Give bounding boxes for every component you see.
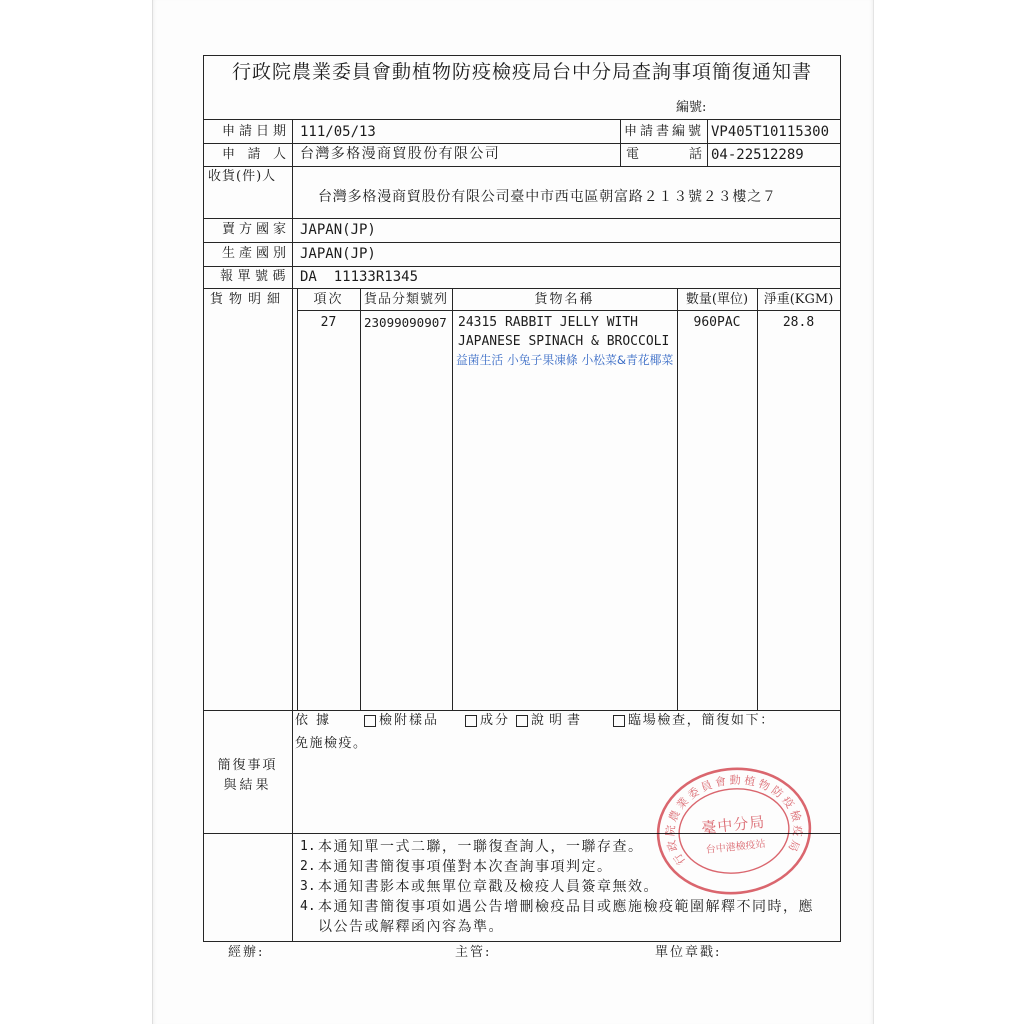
goods-column-header: 數量(單位): [685, 292, 749, 307]
application-no-label: 申請書編號: [624, 124, 705, 139]
quantity-cell: 960PAC: [693, 315, 741, 330]
basis-label: 依據: [295, 713, 338, 728]
result-label: 與結果: [223, 778, 272, 793]
applicant-value: 台灣多格漫商貿股份有限公司: [300, 146, 501, 162]
note-text: 本通知書簡復事項如遇公告增刪檢疫品目或應施檢疫範圍解釋不同時，應以公告或解釋函內容為準。: [318, 899, 814, 935]
row-rule: [203, 143, 841, 144]
checkbox-label: 成分: [480, 713, 511, 728]
reply-text: 免施檢疫。: [295, 736, 368, 751]
goods-chinese-name: 益菌生活 小兔子果凍條 小松菜&青花椰菜: [456, 353, 674, 367]
row-rule: [203, 218, 841, 219]
note-number: 3.: [300, 879, 316, 894]
seller-country-label: 賣方國家: [222, 222, 291, 237]
origin-country-value: JAPAN(JP): [300, 246, 376, 262]
row-rule: [203, 242, 841, 243]
origin-country-label: 生產國別: [222, 246, 291, 261]
note-number: 2.: [300, 859, 316, 874]
handler-signature-label: 經辦:: [228, 945, 265, 960]
goods-column-rule: [677, 288, 678, 710]
note-text: 本通知書簡復事項僅對本次查詢事項判定。: [318, 859, 613, 875]
row-rule: [203, 119, 841, 120]
seal-ring-path-text: 行政院農業委員會動植物防疫檢疫局: [663, 773, 805, 868]
column-rule: [707, 119, 708, 166]
column-rule: [620, 119, 621, 166]
application-no-value: VP405T10115300: [711, 124, 830, 140]
checkbox-label: 臨場檢查，簡復如下：: [628, 713, 776, 728]
result-label: 簡復事項: [217, 758, 278, 773]
document-title: 行政院農業委員會動植物防疫檢疫局台中分局查詢事項簡復通知書: [231, 61, 812, 83]
consignee-label: 收貨(件)人: [208, 169, 277, 184]
goods-column-header: 貨物名稱: [534, 292, 595, 307]
supervisor-signature-label: 主管:: [455, 945, 492, 960]
unit-seal-label: 單位章戳:: [655, 945, 722, 960]
declaration-no-value: DA 11133R1345: [300, 269, 419, 285]
net-weight-cell: 28.8: [782, 315, 815, 330]
label-column-rule: [292, 119, 293, 942]
applicant-label: 申 請 人: [222, 147, 286, 162]
item-no-cell: 27: [320, 315, 337, 330]
goods-name-line: JAPANESE SPINACH & BROCCOLI: [458, 334, 670, 349]
seal-center-text: 台中港檢疫站: [705, 838, 767, 857]
row-rule: [203, 266, 841, 267]
application-date-value: 111/05/13: [300, 124, 376, 140]
goods-column-rule: [360, 288, 361, 710]
consignee-value: 台灣多格漫商貿股份有限公司臺中市西屯區朝富路２１３號２３樓之７: [318, 189, 777, 205]
note-text: 本通知單一式二聯，一聯復查詢人，一聯存查。: [318, 839, 644, 855]
note-text: 本通知書影本或無單位章戳及檢疫人員簽章無效。: [318, 879, 659, 895]
goods-label: 貨物明細: [210, 292, 287, 307]
note-number: 1.: [300, 839, 316, 854]
note-number: 4.: [300, 899, 316, 914]
checkbox-icon: [465, 715, 477, 727]
goods-column-header: 貨品分類號列: [363, 292, 448, 307]
seller-country-value: JAPAN(JP): [300, 222, 376, 238]
checkbox-icon: [613, 715, 625, 727]
application-date-label: 申請日期: [222, 124, 291, 139]
tariff-code-cell: 23099090907: [364, 315, 447, 330]
goods-column-rule: [297, 288, 298, 710]
goods-column-rule: [452, 288, 453, 710]
goods-column-header: 淨重(KGM): [763, 292, 834, 307]
goods-name-line: 24315 RABBIT JELLY WITH: [458, 315, 639, 330]
checkbox-label: 說明書: [531, 713, 586, 728]
phone-value: 04-22512289: [711, 147, 804, 163]
serial-number-label: 編號:: [676, 100, 707, 115]
row-rule: [203, 166, 841, 167]
official-seal-icon: [652, 764, 817, 899]
seal-center-text: 臺中分局: [700, 812, 767, 838]
checkbox-icon: [516, 715, 528, 727]
goods-header-rule: [297, 310, 841, 311]
checkbox-label: 檢附樣品: [379, 713, 440, 728]
goods-column-rule: [757, 288, 758, 710]
checkbox-icon: [364, 715, 376, 727]
phone-label: 電 話: [626, 147, 702, 162]
declaration-no-label: 報單號碼: [220, 269, 291, 284]
row-rule: [203, 710, 841, 711]
goods-column-header: 項次: [313, 292, 344, 307]
list-item: [300, 897, 835, 937]
row-rule: [203, 288, 841, 289]
